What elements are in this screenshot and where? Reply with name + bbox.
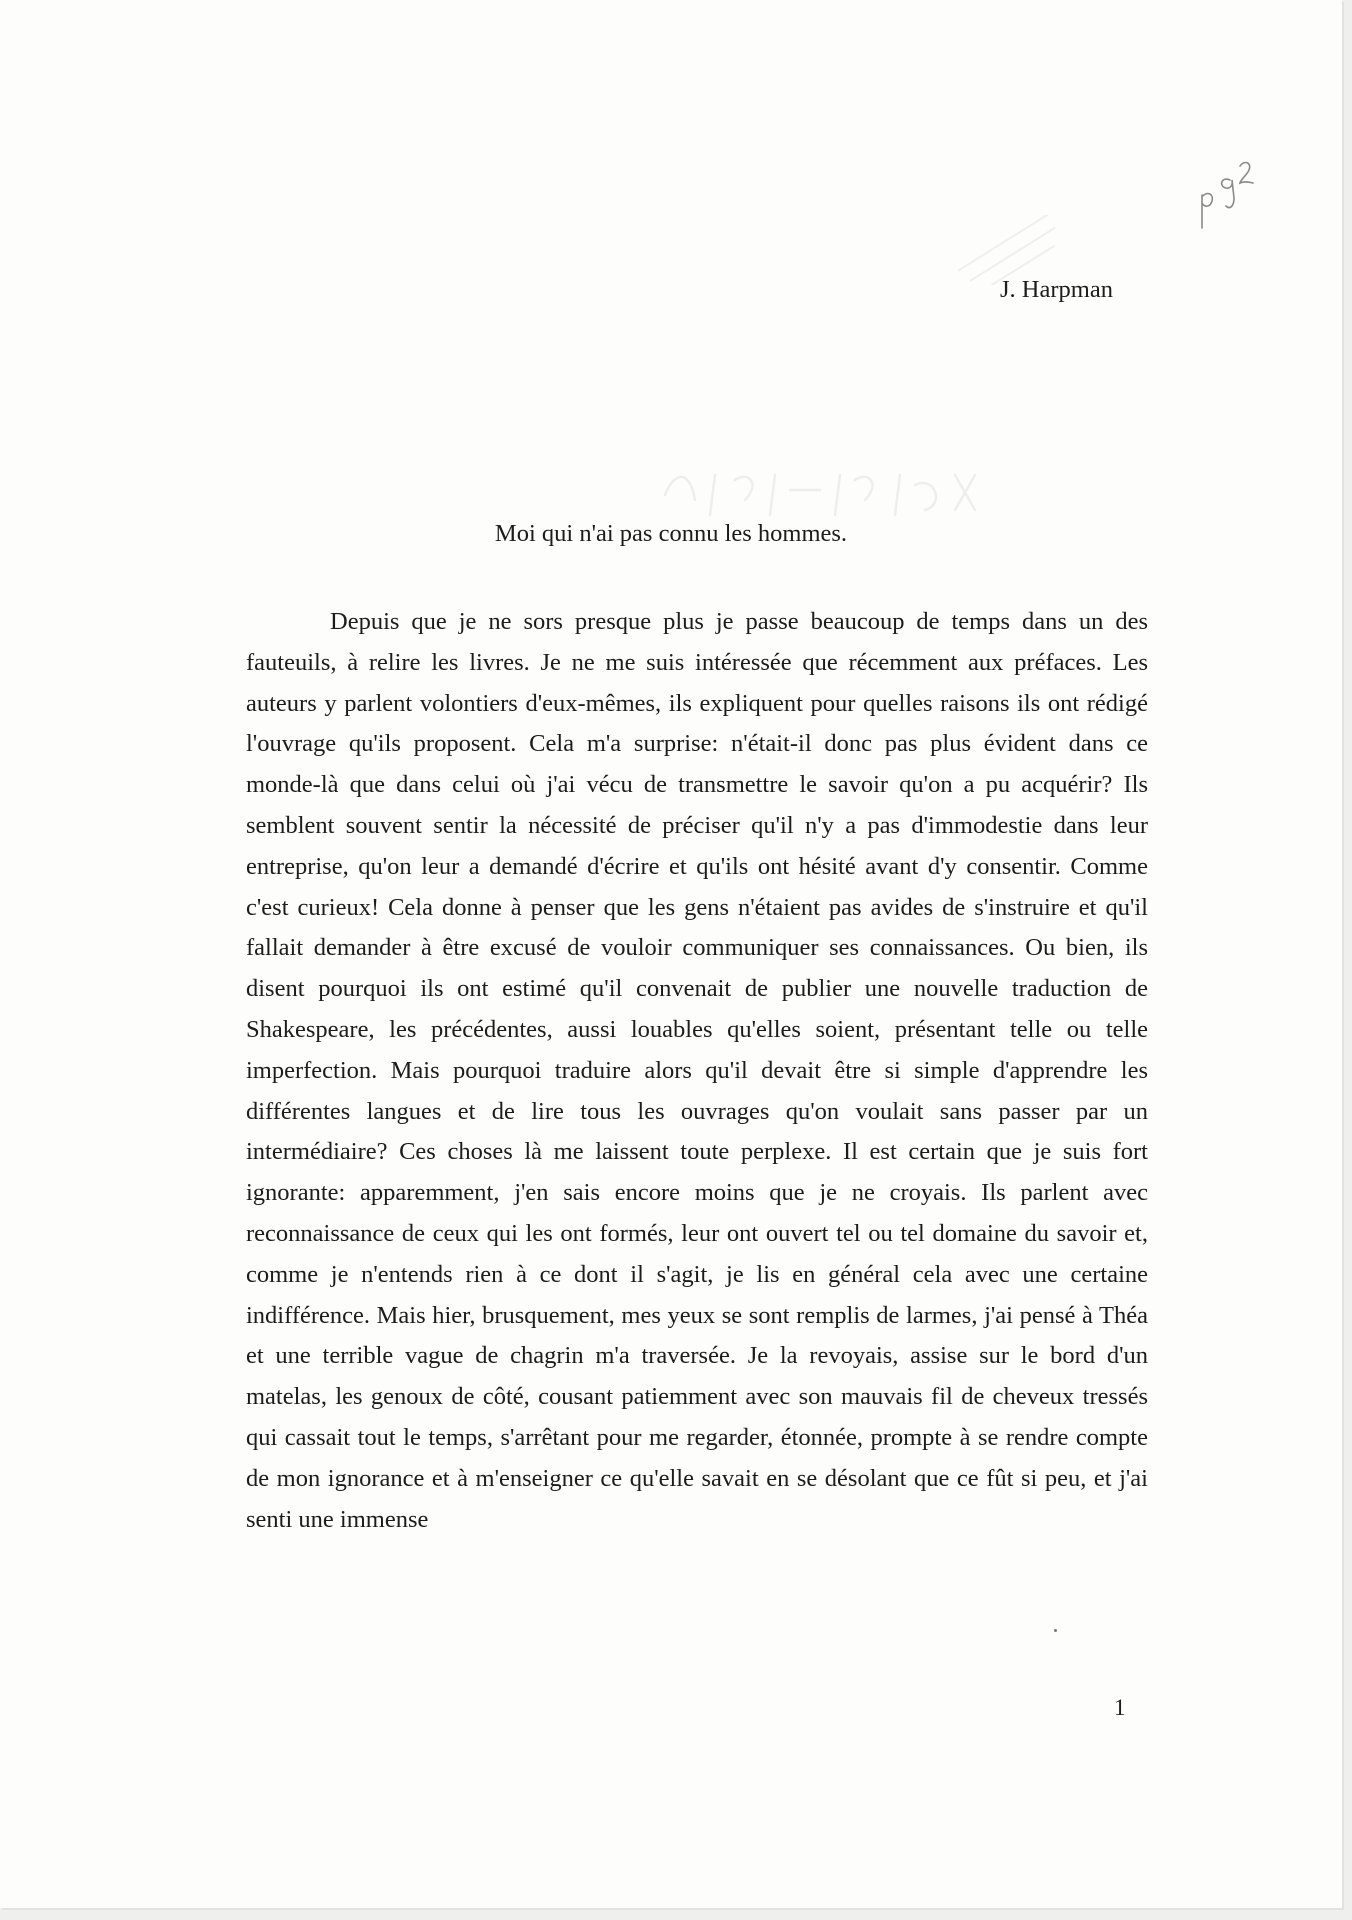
handwritten-page-reference [1196,150,1256,230]
body-paragraph: Depuis que je ne sors presque plus je passe beaucoup de temps dans un des fauteuils, à relire les livres. Je ne me suis intéressée que récemment aux préfaces. Les auteurs y parlent volontiers d'eux-mêmes, ils expliquent pour quelles raisons ils ont rédigé l'ouvrage qu'ils proposent. Cela m'a surprise: n'était-il donc pas plus évident dans ce monde-là que dans celui où j'ai vécu de transmettre le savoir qu'on a pu acquérir? Ils semblent souvent sentir la nécessité de préciser qu'il n'y a pas d'immodestie dans leur entreprise, qu'on leur a demandé d'écrire et qu'ils ont hésité avant d'y consentir. Comme c'est curieux! Cela donne à penser que les gens n'étaient pas avides de s'instruire et qu'il fallait demander à être excusé de vouloir communiquer ses connaissances. Ou bien, ils disent pourquoi ils ont estimé qu'il convenait de publier une nouvelle traduction de Shakespeare, les précédentes, aussi louables qu'elles soient, présentant telle ou telle imperfection. Mais pourquoi traduire alors qu'il devait être si simple d'apprendre les différentes langues et de lire tous les ouvrages qu'on voulait sans passer par un intermédiaire? Ces choses là me laissent toute perplexe. Il est certain que je suis fort ignorante: apparemment, j'en sais encore moins que je ne croyais. Ils parlent avec reconnaissance de ceux qui les ont formés, leur ont ouvert tel ou tel domaine du savoir et, comme je n'entends rien à ce dont il s'agit, je lis en général cela avec une certaine indifférence. Mais hier, brusquement, mes yeux se sont remplis de larmes, j'ai pensé à Théa et une terrible vague de chagrin m'a traversée. Je la revoyais, assise sur le bord d'un matelas, les genoux de côté, cousant patiemment avec son mauvais fil de cheveux tressés qui cassait tout le temps, s'arrêtant pour me regarder, étonnée, prompte à se rendre compte de mon ignorance et à m'enseigner ce qu'elle savait en se désolant que ce fût si peu, et j'ai senti une immense [246,608,1148,1533]
faint-pencil-mark [655,455,1000,525]
page-number: 1 [1114,1695,1126,1720]
ink-speck [1054,1629,1057,1632]
document-title: Moi qui n'ai pas connu les hommes. [494,520,848,547]
author-name: J. Harpman [1000,276,1113,303]
